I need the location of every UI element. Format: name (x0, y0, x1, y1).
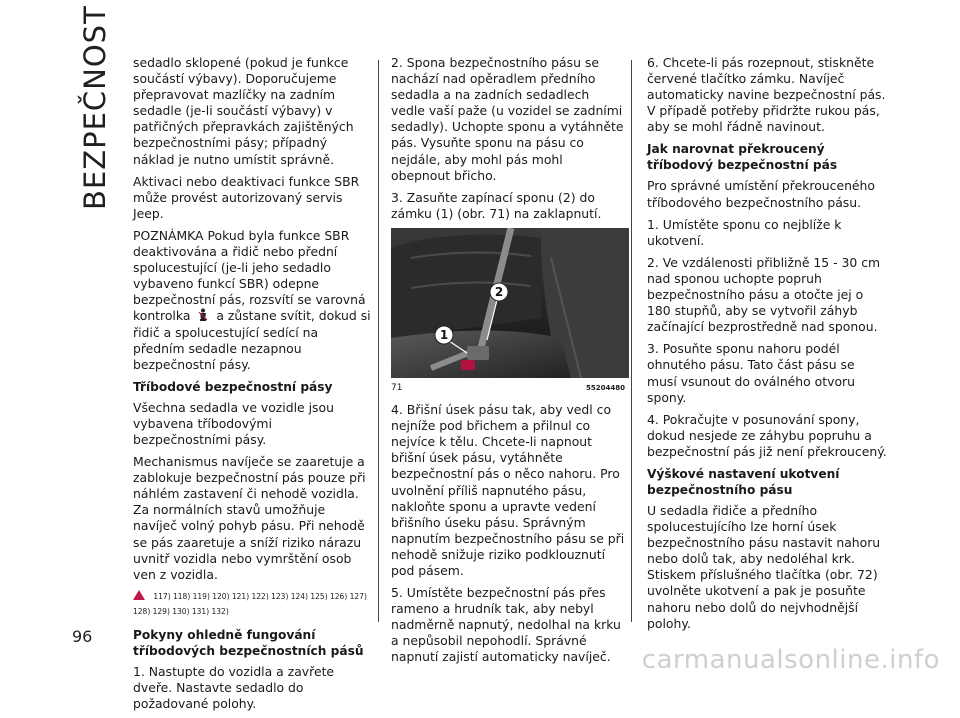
warning-references (133, 589, 371, 619)
section-title (58, 5, 118, 210)
watermark: carmanualsonline.info (641, 645, 940, 675)
note-paragraph (133, 228, 371, 373)
column-divider-2 (631, 60, 632, 622)
note-text: POZNÁMKA Pokud byla funkce SBR deaktivována a řidič nebo přední spolucestující (je-li jeho sedadlo vybaveno funkcí SBR) odepne bezpečnostní pás, rozsvítí se varovná kontrolka (133, 227, 366, 324)
column-2 (391, 55, 625, 672)
paragraph: 4. Pokračujte v posunování spony, dokud nesjede ze záhybu popruhu a bezpečnostní pás již není překroucený. (647, 411, 887, 459)
callout-1-label: 1 (439, 327, 449, 342)
figure-code: 55204480 (586, 383, 625, 392)
paragraph: Mechanismus navíječe se zaaretuje a zablokuje bezpečnostní pás pouze při náhlém zastavení či nehodě vozidla. Za normálních stavů umožňuje navíječ volný pohyb pásu. Při nehodě se pás zaaretuje a sníží riziko nárazu uvnitř vozidla nebo vymrštění osob ven z vozidla. (133, 454, 366, 582)
paragraph: 3. Posuňte sponu nahoru podél ohnutého pásu. Tato část pásu se musí vsunout do oválného otvoru spony. (647, 341, 855, 405)
heading: Jak narovnat překroucený tříbodový bezpečnostní pás (647, 142, 838, 173)
heading: Výškové nastavení ukotvení bezpečnostního pásu (647, 466, 840, 497)
warning-triangle-icon (133, 590, 145, 600)
column-3 (647, 55, 887, 638)
figure-number: 71 (391, 382, 403, 393)
paragraph: 2. Ve vzdálenosti přibližně 15 - 30 cm nad sponou uchopte popruh bezpečnostního pásu a otočte jej o 180 stupňů, aby se vytvořil záhyb začínající bezprostředně nad sponou. (647, 254, 881, 335)
paragraph: 4. Břišní úsek pásu tak, aby vedl co nejníže pod břichem a přilnul co nejvíce k tělu. Chcete-li napnout břišní úsek pásu, vytáhněte bezpečnostní pás o něco nahoru. Pro uvolnění příliš napnutého pásu, nakloňte sponu a upravte vedení břišního úseku pásu. Správným napnutím bezpečnostního pásu se při nehodě snižuje riziko podklouznutí pod pásem. (391, 402, 625, 578)
heading: Pokyny ohledně fungování tříbodových bezpečnostních pásů (133, 627, 364, 658)
warning-refs-text: 117) 118) 119) 120) 121) 122) 123) 124) 125) 126) 127) 128) 129) 130) 131) 132) (133, 591, 367, 616)
figure-caption (391, 380, 625, 396)
paragraph: 6. Chcete-li pás rozepnout, stiskněte červené tlačítko zámku. Navíječ automaticky navine bezpečnostní pás. V případě potřeby přidržte rukou pás, aby se mohl řádně navinout. (647, 55, 886, 135)
paragraph: Aktivaci nebo deaktivaci funkce SBR může provést autorizovaný servis Jeep. (133, 173, 360, 221)
figure-seatbelt-photo (391, 228, 629, 378)
paragraph: 3. Zasuňte zapínací sponu (2) do zámku (1) (obr. 71) na zaklapnutí. (391, 189, 602, 221)
paragraph: sedadlo sklopené (pokud je funkce součástí výbavy). Doporučujeme přepravovat mazlíčky na zadním sedadle (je-li součástí výbavy) v patřičných přepravkách zajištěných bezpečnostními pásy; případný náklad je nutno umístit správně. (133, 55, 354, 167)
column-1 (133, 55, 371, 718)
callout-2-label: 2 (494, 284, 504, 299)
paragraph: 5. Umístěte bezpečnostní pás přes rameno a hrudník tak, aby nebyl nadměrně napnutý, nedolhal na krku a nepůsobil nepohodlí. Správné napnutí zajistí automaticky navíječ. (391, 585, 621, 665)
paragraph: Všechna sedadla ve vozidle jsou vybavena tříbodovými bezpečnostními pásy. (133, 399, 334, 447)
seatbelt-photo-illustration (391, 228, 629, 378)
paragraph: 1. Nastupte do vozidla a zavřete dveře. Nastavte sedadlo do požadované polohy. (133, 663, 335, 711)
page-number: 96 (72, 627, 93, 646)
paragraph: U sedadla řidiče a předního spolucestujícího lze horní úsek bezpečnostního pásu nastavit nahoru nebo dolů tak, aby nedoléhal krk. Stiskem příslušného tlačítka (obr. 72) uvolněte ukotvení a pak je posuňte nahoru nebo dolů do nejvhodnější polohy. (647, 502, 881, 631)
paragraph: 1. Umístěte sponu co nejblíže k ukotvení. (647, 216, 842, 248)
seatbelt-warning-icon (197, 308, 209, 322)
heading: Tříbodové bezpečnostní pásy (133, 379, 333, 394)
note-text-cont: a zůstane svítit, dokud si řidič a spolucestující sedící na předním sedadle nezapnou bezpečnostní pásy. (133, 308, 371, 372)
paragraph: Pro správné umístění překrouceného tříbodového bezpečnostního pásu. (647, 178, 875, 210)
column-divider-1 (378, 60, 379, 622)
paragraph: 2. Spona bezpečnostního pásu se nachází nad opěradlem předního sedadla a na zadních sedadlech vedle vaší paže (u vozidel se zadními sedadly). Uchopte sponu a vytáhněte pás. Vysuňte sponu na pásu co nejdále, aby mohl pás mohl obepnout břicho. (391, 55, 624, 183)
section-title-text: BEZPEČNOST (78, 5, 112, 210)
